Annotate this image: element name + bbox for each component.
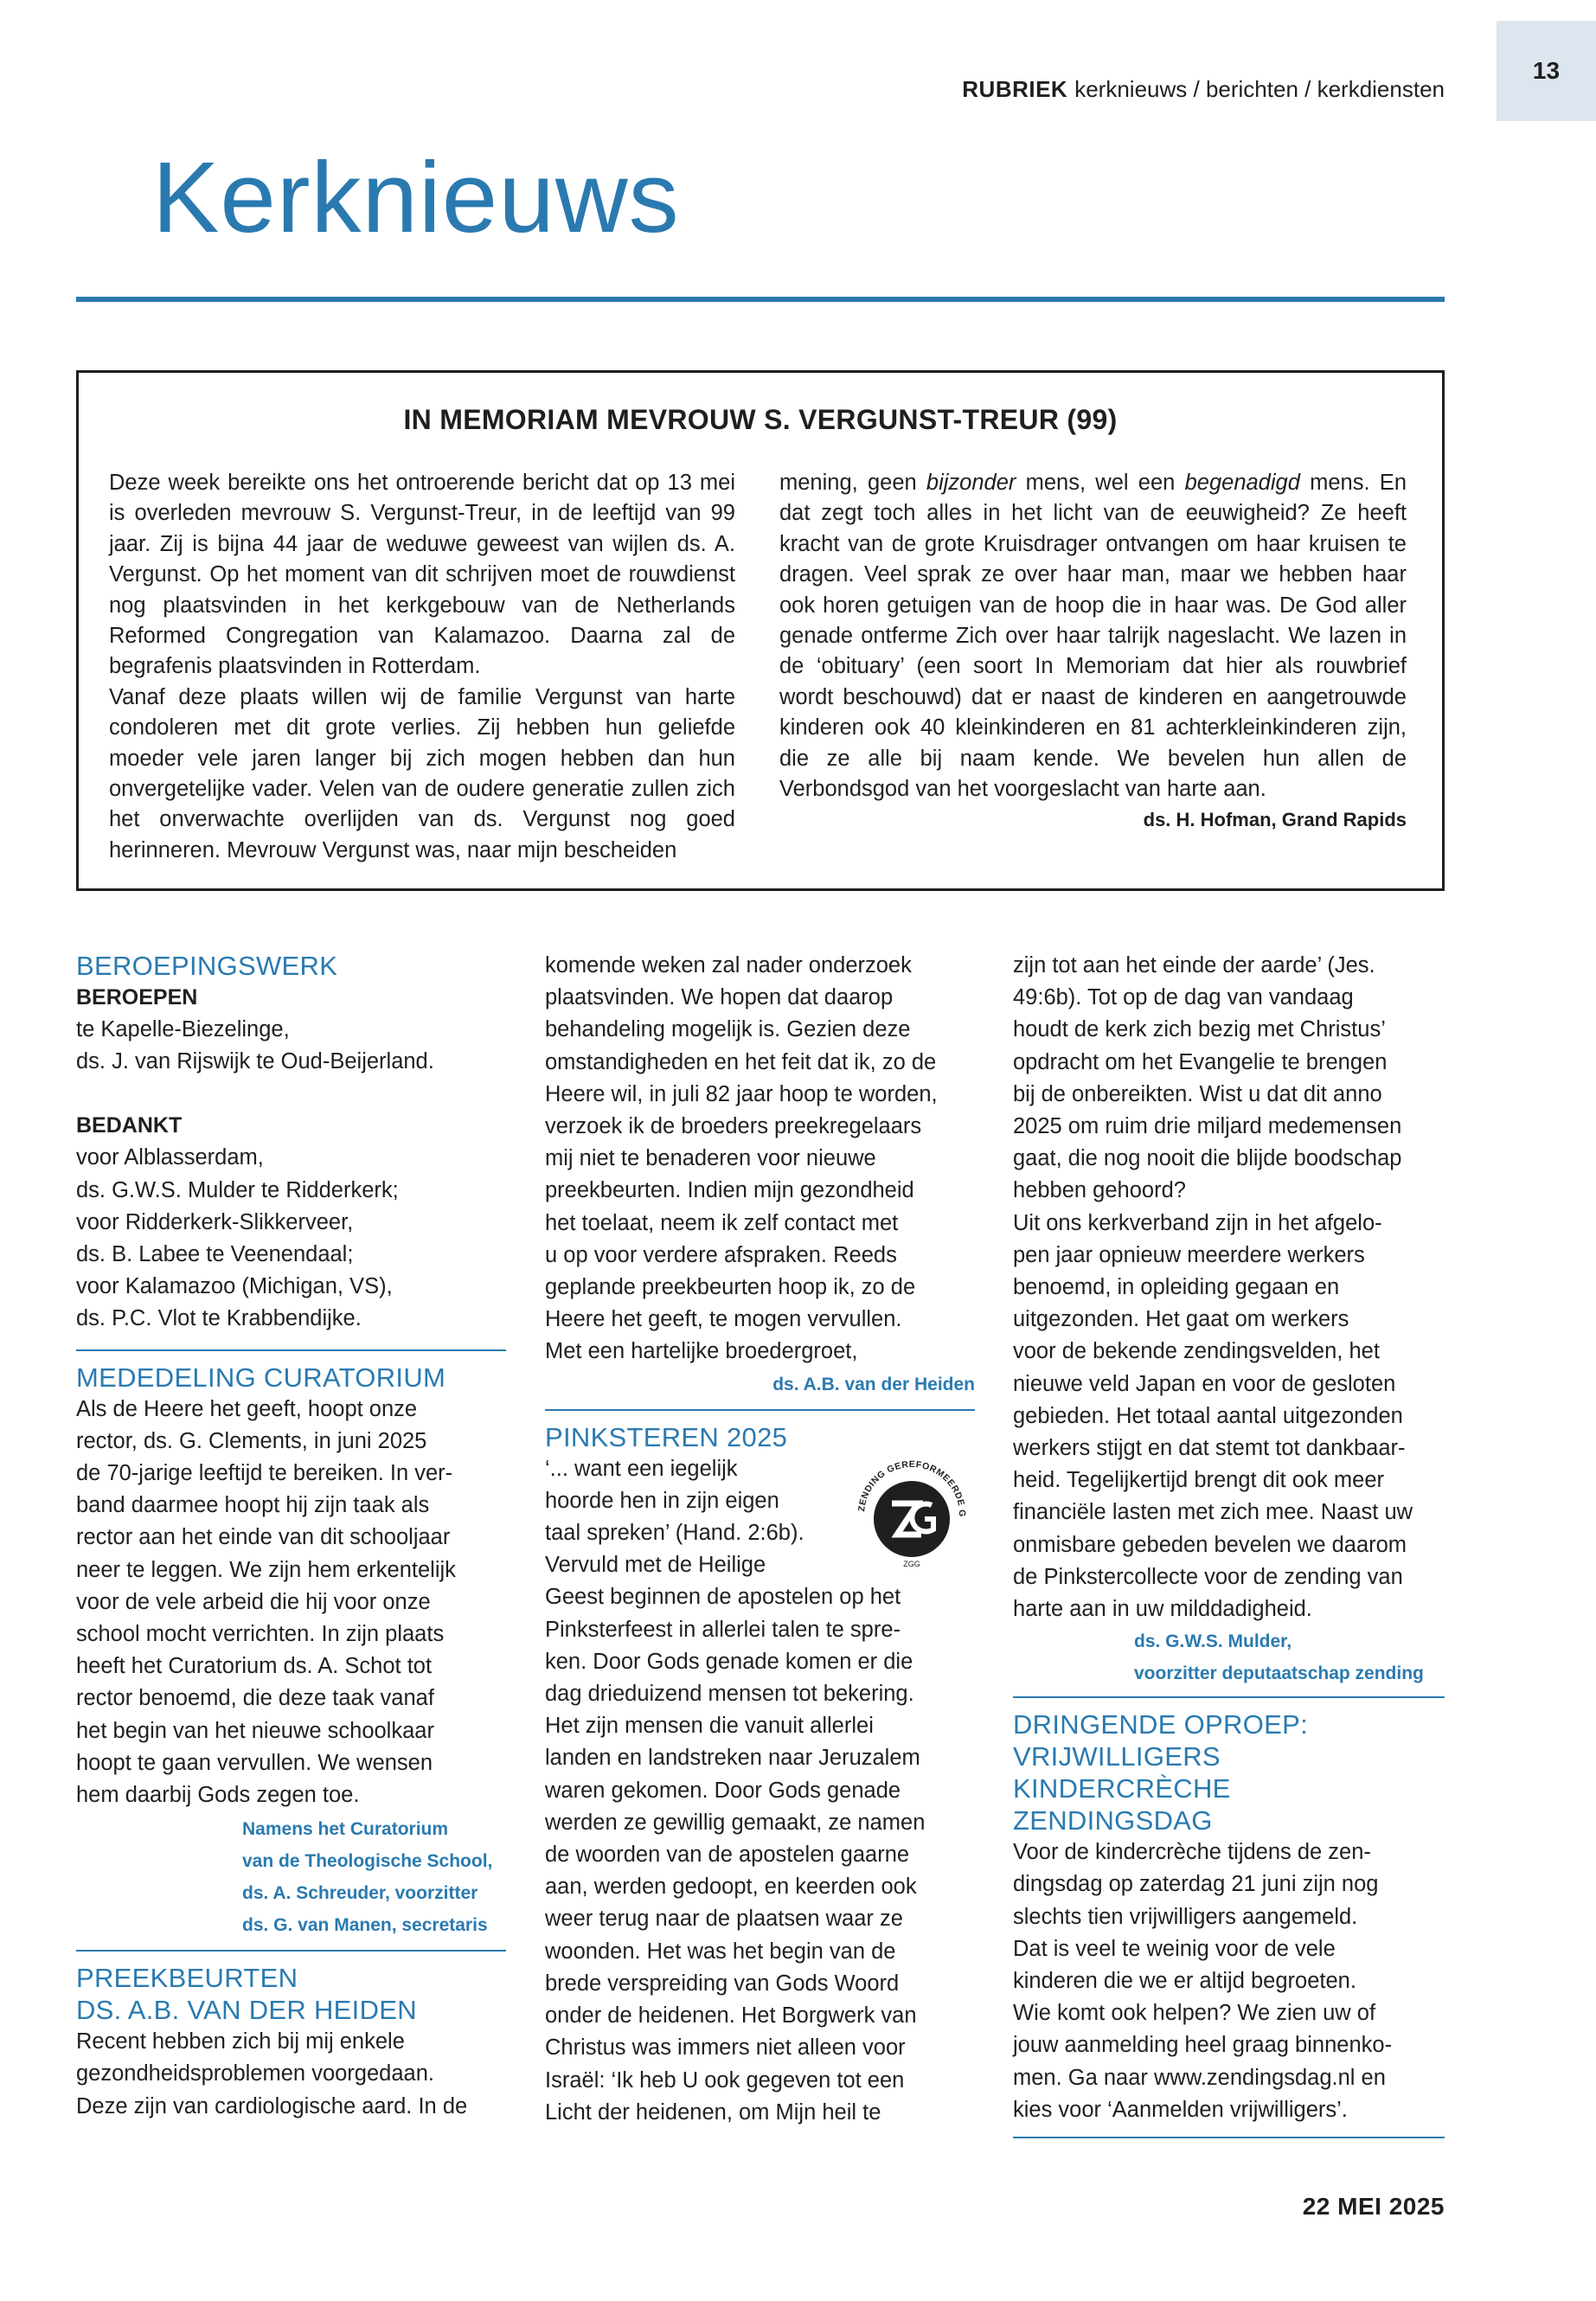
text-line: Pinksterfeest in allerlei talen te spre- — [545, 1617, 901, 1642]
memoriam-paragraph: Deze week bereikte ons het ontroerende bericht dat op 13 mei is overleden mevrouw S. Vergunst-Treur, in de leeftijd van 99 jaar. Zij is bijna 44 jaar de weduwe geweest van wijlen ds. A. Vergunst. Op het moment van dit schrijven moet de rouwdienst nog plaatsvinden in het kerkgebouw van de Netherlands Reformed Congregation van Kalamazoo. Daarna zal de begrafenis plaatsvinden in Rotterdam. — [109, 471, 735, 679]
page-number-tab — [1497, 21, 1596, 121]
column-2 — [545, 950, 975, 2129]
text-line: Heere het geeft, te mogen vervullen. — [545, 1307, 902, 1332]
section-divider — [76, 1349, 506, 1351]
text-line: school mocht verrichten. In zijn plaats — [76, 1622, 445, 1647]
text-line: uitgezonden. Het gaat om werkers — [1013, 1307, 1349, 1332]
emphasis: bijzonder — [926, 471, 1016, 495]
text-line: de woorden van de apostelen gaarne — [545, 1843, 910, 1868]
text-line: slechts tien vrijwilligers aangemeld. — [1013, 1904, 1358, 1929]
text-line: 49:6b). Tot op de dag van vandaag — [1013, 985, 1354, 1010]
text-line: harte aan in uw milddadigheid. — [1013, 1597, 1312, 1622]
section-heading-pinksteren: PINKSTEREN 2025 — [545, 1421, 788, 1452]
text-line: 2025 om ruim drie miljard medemensen — [1013, 1114, 1402, 1139]
text-line: mij niet te benaderen voor nieuwe — [545, 1146, 876, 1171]
page-title: Kerknieuws — [152, 141, 680, 253]
text-line: pen jaar opnieuw meerdere werkers — [1013, 1242, 1365, 1267]
text-line: aan, werden gedoopt, en keerden ook — [545, 1875, 917, 1900]
text-line: Als de Heere het geeft, hoopt onze — [76, 1396, 418, 1421]
text-line: Israël: ‘Ik heb U ook gegeven tot een — [545, 2067, 905, 2093]
text-line: ds. G.W.S. Mulder, — [1134, 1631, 1292, 1652]
section-divider — [1013, 1696, 1445, 1698]
text-line: jouw aanmelding heel graag binnenko- — [1013, 2033, 1393, 2058]
pinksteren-signature — [1013, 1625, 1445, 1689]
memoriam-left-column — [109, 468, 735, 866]
text-line: rector aan het einde van dit schooljaar — [76, 1525, 451, 1550]
text-line: VRIJWILLIGERS KINDERCRÈCHE — [1013, 1741, 1231, 1804]
text-line: zijn tot aan het einde der aarde’ (Jes. — [1013, 953, 1375, 977]
text-line: ds. J. van Rijswijk te Oud-Beijerland. — [76, 1049, 434, 1074]
preekbeurten-signature: ds. A.B. van der Heiden — [772, 1374, 975, 1394]
column-1 — [76, 950, 506, 2123]
text-line: benoemd, in opleiding gegaan en — [1013, 1275, 1340, 1300]
text-line: opdracht om het Evangelie te brengen — [1013, 1049, 1388, 1074]
text-line: voor de bekende zendingsvelden, het — [1013, 1339, 1380, 1364]
text-line: Christus was immers niet alleen voor — [545, 2035, 906, 2061]
text-line: ‘... want een iegelijk — [545, 1456, 738, 1481]
beroepen-list — [76, 1014, 506, 1078]
subheading-beroepen: BEROEPEN — [76, 985, 198, 1009]
preekbeurten-text — [76, 2026, 506, 2123]
subheading-bedankt: BEDANKT — [76, 1113, 183, 1138]
rubriek-path: kerknieuws / berichten / kerkdiensten — [1074, 76, 1445, 102]
text-line: heid. Tegelijkertijd brengt dit ook meer — [1013, 1468, 1385, 1493]
rubriek-label: RUBRIEK — [962, 76, 1068, 102]
text-line: plaatsvinden. We hopen dat daarop — [545, 985, 894, 1010]
column-3-bottom-divider — [1013, 2137, 1445, 2138]
text-line: het toelaat, neem ik zelf contact met — [545, 1210, 899, 1235]
memoriam-paragraph: mening, geen bijzonder mens, wel een begenadigd mens. En dat zegt toch alles in het licht van de eeuwigheid? Ze heeft kracht van de grote Kruisdrager ontvangen om haar kruisen te dragen. Veel sprak ze over haar man, maar we hebben haar ook horen getuigen van de hoop die in haar was. De God aller genade ontferme Zich over haar talrijk nageslacht. We lazen in de ‘obituary’ (een soort In Memoriam dat hier als rouwbrief wordt beschouwd) dat er naast de kinderen en aangetrouwde kinderen ook 40 kleinkinderen en 81 achterkleinkinderen zijn, die ze alle bij naam kende. We bevelen hun allen de Verbondsgod van het voorgeslacht van harte aan. — [779, 471, 1407, 802]
text-line: hoopt te gaan vervullen. We wensen — [76, 1750, 433, 1775]
text-line: brede verspreiding van Gods Woord — [545, 1971, 900, 1996]
text-line: dag drieduizend mensen tot bekering. — [545, 1682, 914, 1707]
text-line: hem daarbij Gods zegen toe. — [76, 1783, 360, 1808]
text-line: kies voor ‘Aanmelden vrijwilligers’. — [1013, 2097, 1348, 2122]
text-line: Wie komt ook helpen? We zien uw of — [1013, 2001, 1376, 2026]
section-heading-preekbeurten: PREEKBEURTEN DS. A.B. VAN DER HEIDEN — [76, 1963, 417, 2026]
text-line: neer te leggen. We zijn hem erkentelijk — [76, 1557, 456, 1582]
text-line: Dat is veel te weinig voor de vele — [1013, 1936, 1336, 1961]
text-line: Vervuld met de Heilige — [545, 1553, 766, 1578]
text-line: behandeling mogelijk is. Gezien deze — [545, 1017, 911, 1042]
text-line: bij de onbereikten. Wist u dat dit anno — [1013, 1081, 1382, 1106]
zgg-logo — [847, 1450, 977, 1580]
section-heading-curatorium: MEDEDELING CURATORIUM — [76, 1362, 446, 1393]
title-divider — [76, 297, 1445, 302]
text-line: van de Theologische School, — [242, 1851, 493, 1872]
text-line: ds. P.C. Vlot te Krabbendijke. — [76, 1306, 362, 1331]
text-line: band daarmee hoopt hij zijn taak als — [76, 1493, 430, 1518]
text-line: dingsdag op zaterdag 21 juni zijn nog — [1013, 1872, 1379, 1897]
section-heading-beroepingswerk: BEROEPINGSWERK — [76, 951, 338, 981]
text-line: onder de heidenen. Het Borgwerk van — [545, 2003, 917, 2029]
page-number: 13 — [1532, 57, 1561, 84]
text-line: heeft het Curatorium ds. A. Schot tot — [76, 1654, 433, 1679]
text-line: Licht der heidenen, om Mijn heil te — [545, 2099, 881, 2125]
section-divider — [545, 1409, 975, 1411]
text-line: voor de vele arbeid die hij voor onze — [76, 1589, 431, 1614]
text-line: landen en landstreken naar Jeruzalem — [545, 1746, 920, 1771]
text-line: ds. G.W.S. Mulder te Ridderkerk; — [76, 1177, 399, 1202]
text-line: voor Ridderkerk-Slikkerveer, — [76, 1209, 354, 1234]
text-line: Met een hartelijke broedergroet, — [545, 1339, 858, 1364]
text-line: hebben gehoord? — [1013, 1178, 1186, 1203]
text-line: Het zijn mensen die vanuit allerlei — [545, 1714, 874, 1739]
column-3 — [1013, 950, 1445, 2126]
text-line: verzoek ik de broeders preekregelaars — [545, 1114, 922, 1139]
rubriek-header — [962, 76, 1445, 103]
section-divider — [76, 1950, 506, 1952]
text-line: werkers stijgt en dat stemt tot dankbaar- — [1013, 1436, 1406, 1461]
text-line: Namens het Curatorium — [242, 1819, 449, 1840]
text-line: te Kapelle-Biezelinge, — [76, 1017, 290, 1042]
bedankt-list — [76, 1142, 506, 1335]
svg-text:ZENDING GEREFORMEERDE GEMEENTE: ZENDING GEREFORMEERDE G — [856, 1458, 968, 1517]
text-line: men. Ga naar www.zendingsdag.nl en — [1013, 2065, 1386, 2090]
text-line: Deze zijn van cardiologische aard. In de — [76, 2093, 468, 2118]
text-line: financiële lasten met zich mee. Naast uw — [1013, 1500, 1413, 1525]
text-line: houdt de kerk zich bezig met Christus’ — [1013, 1017, 1386, 1042]
text-line: Voor de kindercrèche tijdens de zen- — [1013, 1840, 1371, 1865]
memoriam-paragraph: Vanaf deze plaats willen wij de familie Vergunst van harte condoleren met dit grote verlies. Zij hebben hun geliefde moeder vele jaren langer bij zich mogen hebben dan hun onvergetelijke vader. Velen van de oudere generatie zullen zich het onverwachte overlijden van ds. Vergunst nog goed herinneren. Mevrouw Vergunst was, naar mijn bescheiden — [109, 684, 735, 862]
text-line: ZENDINGSDAG — [1013, 1805, 1213, 1836]
preekbeurten-continued — [545, 950, 975, 1368]
text-line: gebieden. Het totaal aantal uitgezonden — [1013, 1403, 1403, 1428]
text-line: werden ze gewillig gemaakt, ze namen — [545, 1810, 926, 1835]
text-line: hoorde hen in zijn eigen — [545, 1488, 779, 1513]
text-line: onmisbare gebeden bevelen we daarom — [1013, 1532, 1407, 1557]
text-line: taal spreken’ (Hand. 2:6b). — [545, 1521, 804, 1546]
text-line: de Pinkstercollecte voor de zending van — [1013, 1564, 1403, 1589]
text-line: het begin van het nieuwe schoolkaar — [76, 1718, 434, 1743]
emphasis: begenadigd — [1184, 471, 1300, 495]
text-line: woonden. Het was het begin van de — [545, 1939, 896, 1964]
text-line: ds. B. Labee te Veenendaal; — [76, 1242, 354, 1267]
text-line: Recent hebben zich bij mij enkele — [76, 2029, 405, 2054]
text-line: DRINGENDE OPROEP: — [1013, 1709, 1308, 1740]
memoriam-title: IN MEMORIAM MEVROUW S. VERGUNST-TREUR (99) — [403, 404, 1118, 435]
text-line: voorzitter deputaatschap zending — [1134, 1663, 1424, 1684]
zgg-logo-icon — [847, 1450, 977, 1580]
text-line: voor Alblasserdam, — [76, 1145, 264, 1170]
text-line: preekbeurten. Indien mijn gezondheid — [545, 1178, 914, 1203]
text-line: rector benoemd, die deze taak vanaf — [76, 1686, 434, 1711]
text-line: Geest beginnen de apostelen op het — [545, 1585, 901, 1610]
issue-date: 22 MEI 2025 — [1302, 2193, 1445, 2220]
text-line: komende weken zal nader onderzoek — [545, 953, 912, 977]
text-line: u op voor verdere afspraken. Reeds — [545, 1242, 897, 1267]
text-line: ds. A. Schreuder, voorzitter — [242, 1883, 478, 1904]
text-line: gezondheidsproblemen voorgedaan. — [76, 2061, 434, 2086]
text-line: waren gekomen. Door Gods genade — [545, 1778, 901, 1803]
memoriam-signature: ds. H. Hofman, Grand Rapids — [1143, 809, 1407, 831]
text-line: kinderen die we er altijd begroeten. — [1013, 1969, 1356, 1994]
pinksteren-continued — [1013, 950, 1445, 1625]
text-line: nieuwe veld Japan en voor de gesloten — [1013, 1371, 1396, 1396]
text-line: omstandigheden en het feit dat ik, zo de — [545, 1049, 937, 1074]
text-line: weer terug naar de plaatsen waar ze — [545, 1907, 903, 1932]
text-line: de 70-jarige leeftijd te bereiken. In ver- — [76, 1461, 453, 1486]
text-line: Heere wil, in juli 82 jaar hoop te worden, — [545, 1081, 938, 1106]
text-line: rector, ds. G. Clements, in juni 2025 — [76, 1428, 427, 1453]
text-line: ds. G. van Manen, secretaris — [242, 1915, 488, 1936]
text-line: ken. Door Gods genade komen er die — [545, 1649, 913, 1674]
section-heading-oproep — [1013, 1708, 1445, 1836]
curatorium-text — [76, 1394, 506, 1812]
text-line: geplande preekbeurten hoop ik, zo de — [545, 1275, 916, 1300]
curatorium-signature — [76, 1813, 506, 1941]
text-line: Uit ons kerkverband zijn in het afgelo- — [1013, 1210, 1382, 1235]
zgg-logo-initials: ZGG — [903, 1559, 920, 1568]
memoriam-box — [76, 370, 1445, 891]
memoriam-right-column — [779, 468, 1407, 836]
text-line: voor Kalamazoo (Michigan, VS), — [76, 1274, 393, 1299]
oproep-text — [1013, 1836, 1445, 2126]
text-line: gaat, die nog nooit die blijde boodschap — [1013, 1146, 1402, 1171]
